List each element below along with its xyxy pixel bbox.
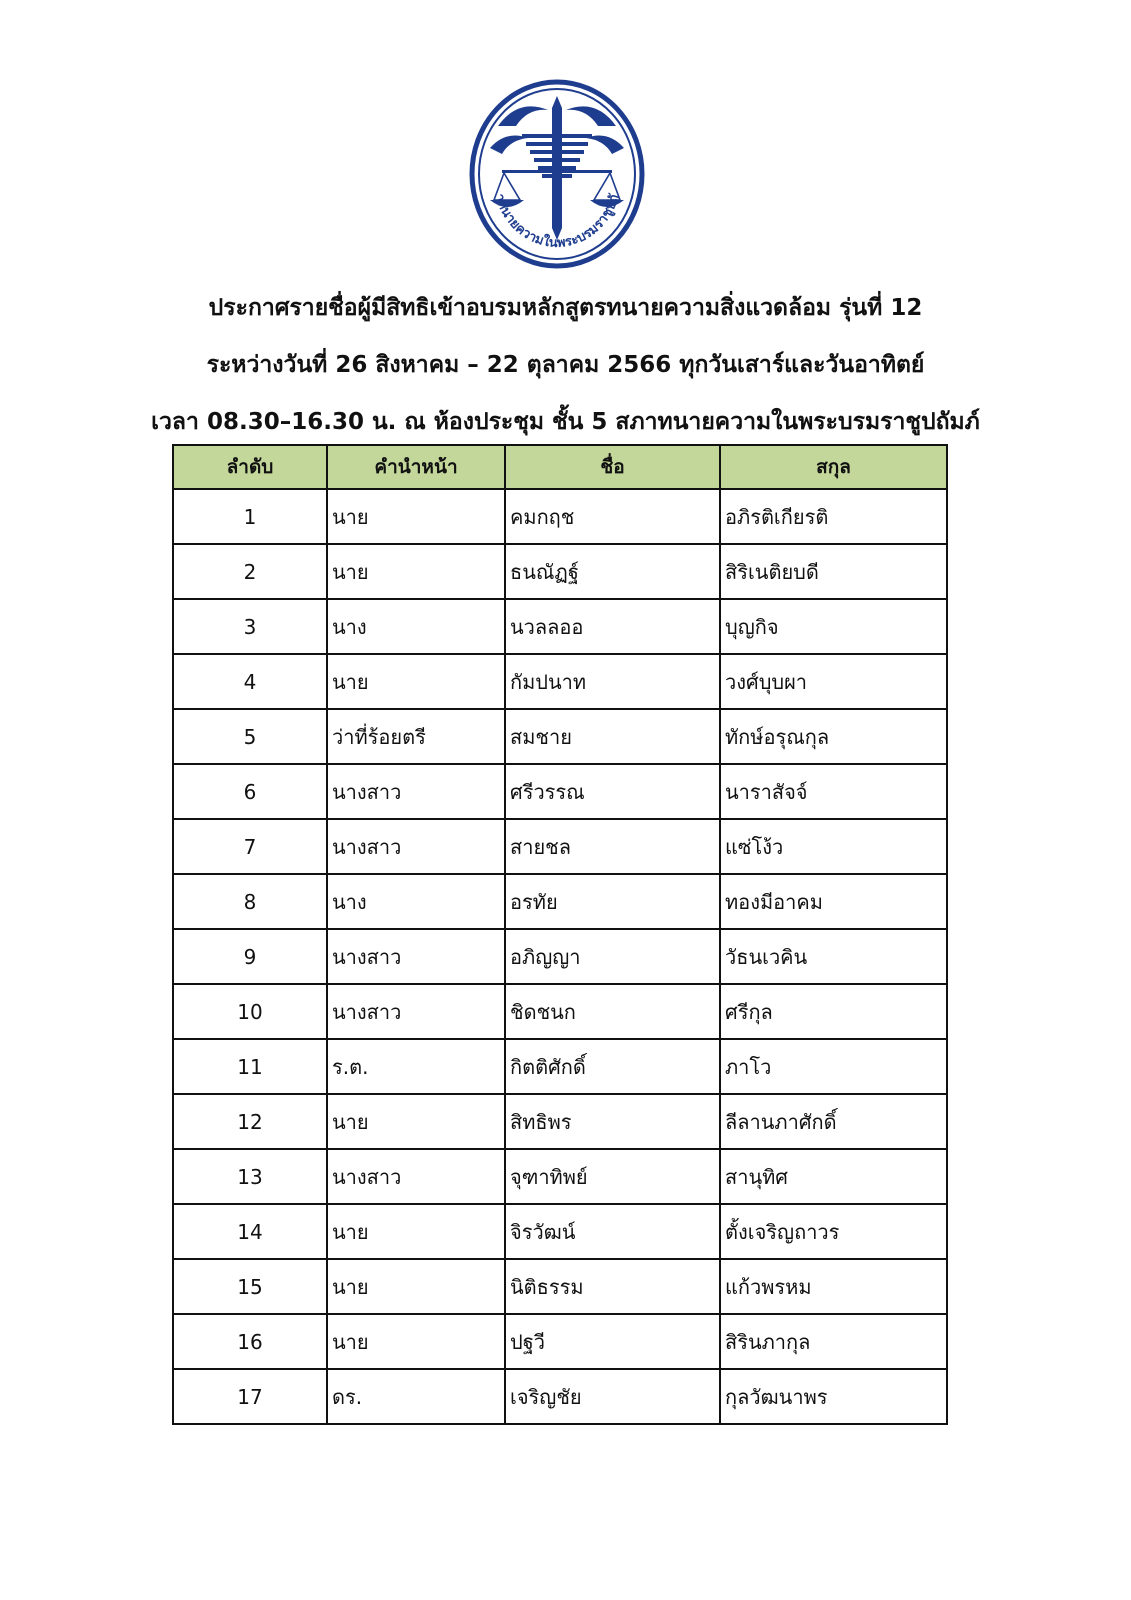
table-row: [173, 1149, 947, 1204]
seal-text: าทนายความในพระบรมราชูปถั: [491, 192, 623, 251]
cell-order: 5: [173, 709, 327, 764]
cell-last-name: แซ่โง้ว: [720, 819, 947, 874]
cell-prefix: นาย: [327, 489, 505, 544]
table-row: [173, 1314, 947, 1369]
cell-first-name: ปฐวี: [505, 1314, 720, 1369]
cell-order: 2: [173, 544, 327, 599]
participant-table: [172, 444, 948, 1425]
table-row: [173, 654, 947, 709]
cell-order: 8: [173, 874, 327, 929]
table-row: [173, 874, 947, 929]
cell-order: 1: [173, 489, 327, 544]
cell-first-name: กิตติศักดิ์: [505, 1039, 720, 1094]
table-row: [173, 599, 947, 654]
cell-last-name: ศรีกุล: [720, 984, 947, 1039]
cell-prefix: นางสาว: [327, 984, 505, 1039]
table-body: [173, 489, 947, 1424]
cell-prefix: นาง: [327, 874, 505, 929]
cell-prefix: ว่าที่ร้อยตรี: [327, 709, 505, 764]
cell-last-name: ลีลานภาศักดิ์: [720, 1094, 947, 1149]
table-row: [173, 764, 947, 819]
cell-prefix: นางสาว: [327, 1149, 505, 1204]
table-row: [173, 984, 947, 1039]
cell-order: 14: [173, 1204, 327, 1259]
cell-order: 7: [173, 819, 327, 874]
cell-first-name: สิทธิพร: [505, 1094, 720, 1149]
cell-prefix: ดร.: [327, 1369, 505, 1424]
table-header-row: [173, 445, 947, 489]
cell-last-name: บุญกิจ: [720, 599, 947, 654]
cell-first-name: นิติธรรม: [505, 1259, 720, 1314]
cell-order: 12: [173, 1094, 327, 1149]
cell-last-name: กุลวัฒนาพร: [720, 1369, 947, 1424]
cell-last-name: วัธนเวคิน: [720, 929, 947, 984]
cell-order: 9: [173, 929, 327, 984]
cell-prefix: นางสาว: [327, 764, 505, 819]
table-row: [173, 1039, 947, 1094]
cell-order: 10: [173, 984, 327, 1039]
cell-last-name: อภิรติเกียรติ: [720, 489, 947, 544]
column-header-last-name: สกุล: [720, 445, 947, 489]
cell-first-name: ศรีวรรณ: [505, 764, 720, 819]
table-row: [173, 929, 947, 984]
cell-last-name: แก้วพรหม: [720, 1259, 947, 1314]
cell-prefix: นาย: [327, 1314, 505, 1369]
cell-order: 15: [173, 1259, 327, 1314]
cell-order: 4: [173, 654, 327, 709]
cell-first-name: นวลลออ: [505, 599, 720, 654]
cell-order: 17: [173, 1369, 327, 1424]
cell-last-name: ตั้งเจริญถาวร: [720, 1204, 947, 1259]
table-row: [173, 1094, 947, 1149]
cell-last-name: ภาโว: [720, 1039, 947, 1094]
table-row: [173, 709, 947, 764]
cell-last-name: สิริเนติยบดี: [720, 544, 947, 599]
column-header-first-name: ชื่อ: [505, 445, 720, 489]
cell-first-name: ชิดชนก: [505, 984, 720, 1039]
cell-prefix: นาง: [327, 599, 505, 654]
table-row: [173, 489, 947, 544]
cell-first-name: สมชาย: [505, 709, 720, 764]
cell-prefix: นาย: [327, 544, 505, 599]
cell-prefix: นาย: [327, 1259, 505, 1314]
cell-first-name: กัมปนาท: [505, 654, 720, 709]
lawyers-council-seal: [468, 78, 646, 270]
table-row: [173, 819, 947, 874]
cell-last-name: วงศ์บุบผา: [720, 654, 947, 709]
cell-first-name: อภิญญา: [505, 929, 720, 984]
cell-first-name: ธนณัฏฐ์: [505, 544, 720, 599]
title-line-3: เวลา 08.30–16.30 น. ณ ห้องประชุม ชั้น 5 สภาทนายความในพระบรมราชูปถัมภ์: [151, 409, 980, 435]
cell-order: 16: [173, 1314, 327, 1369]
cell-prefix: นางสาว: [327, 819, 505, 874]
cell-first-name: จุฑาทิพย์: [505, 1149, 720, 1204]
cell-order: 6: [173, 764, 327, 819]
cell-first-name: อรทัย: [505, 874, 720, 929]
cell-prefix: นาย: [327, 1204, 505, 1259]
cell-last-name: ทองมีอาคม: [720, 874, 947, 929]
column-header-order: ลำดับ: [173, 445, 327, 489]
table-row: [173, 1204, 947, 1259]
cell-first-name: คมกฤช: [505, 489, 720, 544]
cell-prefix: นางสาว: [327, 929, 505, 984]
cell-order: 13: [173, 1149, 327, 1204]
announcement-title: [0, 280, 1131, 451]
cell-order: 3: [173, 599, 327, 654]
title-line-2: ระหว่างวันที่ 26 สิงหาคม – 22 ตุลาคม 2566 ทุกวันเสาร์และวันอาทิตย์: [206, 352, 925, 378]
cell-last-name: นาราสัจจ์: [720, 764, 947, 819]
cell-prefix: นาย: [327, 1094, 505, 1149]
cell-first-name: จิรวัฒน์: [505, 1204, 720, 1259]
column-header-prefix: คำนำหน้า: [327, 445, 505, 489]
cell-prefix: นาย: [327, 654, 505, 709]
cell-last-name: สิรินภากุล: [720, 1314, 947, 1369]
cell-first-name: สายชล: [505, 819, 720, 874]
table-row: [173, 1369, 947, 1424]
title-line-1: ประกาศรายชื่อผู้มีสิทธิเข้าอบรมหลักสูตรทนายความสิ่งแวดล้อม รุ่นที่ 12: [208, 295, 923, 321]
cell-first-name: เจริญชัย: [505, 1369, 720, 1424]
cell-last-name: ทักษ์อรุณกุล: [720, 709, 947, 764]
cell-prefix: ร.ต.: [327, 1039, 505, 1094]
cell-order: 11: [173, 1039, 327, 1094]
table-row: [173, 1259, 947, 1314]
cell-last-name: สานุทิศ: [720, 1149, 947, 1204]
table-row: [173, 544, 947, 599]
